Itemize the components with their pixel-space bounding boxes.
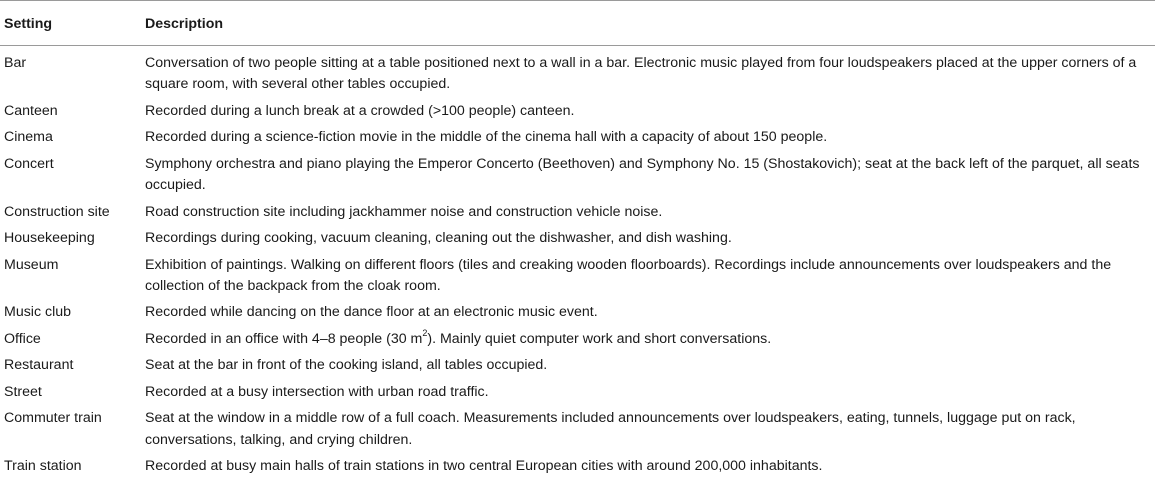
description-cell: Seat at the bar in front of the cooking island, all tables occupied. [145,357,548,374]
description-cell: Conversation of two people sitting at a table positioned next to a wall in a bar. Electronic music played from four loudspeakers placed at the upper corners of a square room, with several other tables occupied. [145,55,1137,93]
description-cell: Recordings during cooking, vacuum cleaning, cleaning out the dishwasher, and dish washing. [145,230,732,247]
table-row [0,327,1155,353]
table-row [0,300,1155,326]
description-cell: Exhibition of paintings. Walking on different floors (tiles and creaking wooden floorboards). Recordings include announcements over loudspeakers and the collection of the backpack from the cloak room. [145,256,1112,294]
description-cell: Symphony orchestra and piano playing the Emperor Concerto (Beethoven) and Symphony No. 15 (Shostakovich); seat at the back left of the parquet, all seats occupied. [145,155,1140,194]
superscript: 2 [422,328,428,339]
table-row [0,226,1155,252]
description-cell: Recorded during a science-fiction movie in the middle of the cinema hall with a capacity of about 150 people. [145,129,828,146]
description-text: ). Mainly quiet computer work and short conversations. [427,330,772,347]
table-body [0,46,1155,481]
table-header [0,1,1155,46]
setting-cell: Train station [4,458,82,474]
setting-cell: Concert [4,155,54,172]
setting-cell: Housekeeping [4,230,95,247]
table-row [0,99,1155,125]
setting-cell: Office [4,330,41,347]
setting-cell: Museum [4,256,59,273]
description-cell: Recorded during a lunch break at a crowded (>100 people) canteen. [145,102,575,119]
table-row [0,454,1155,480]
setting-cell: Restaurant [4,357,74,374]
setting-cell: Canteen [4,102,58,119]
setting-cell: Music club [4,304,72,321]
setting-cell: Cinema [4,129,53,146]
table-row [0,200,1155,226]
table-row [0,353,1155,379]
header-description: Description [140,1,1155,46]
table-row [0,406,1155,454]
description-cell: Recorded at a busy intersection with urban road traffic. [145,383,489,400]
table-row [0,46,1155,99]
setting-cell: Street [4,383,42,400]
description-text: Recorded in an office with 4–8 people (30 m [145,330,423,347]
description-cell: Recorded at busy main halls of train stations in two central European cities with around 200,000 inhabitants. [145,458,823,474]
table-row [0,152,1155,200]
description-cell [140,327,1155,353]
description-cell: Recorded while dancing on the dance floor at an electronic music event. [145,304,598,321]
setting-cell: Commuter train [4,410,102,427]
description-cell: Road construction site including jackhammer noise and construction vehicle noise. [145,203,663,220]
header-row [0,1,1155,46]
setting-cell: Construction site [4,203,110,220]
table-row [0,253,1155,301]
table-row [0,380,1155,406]
table-row [0,125,1155,151]
description-cell: Seat at the window in a middle row of a full coach. Measurements included announcements over loudspeakers, eating, tunnels, luggage put on rack, conversations, talking, and crying children. [145,410,1076,448]
header-setting: Setting [0,1,140,46]
setting-cell: Bar [4,55,27,71]
